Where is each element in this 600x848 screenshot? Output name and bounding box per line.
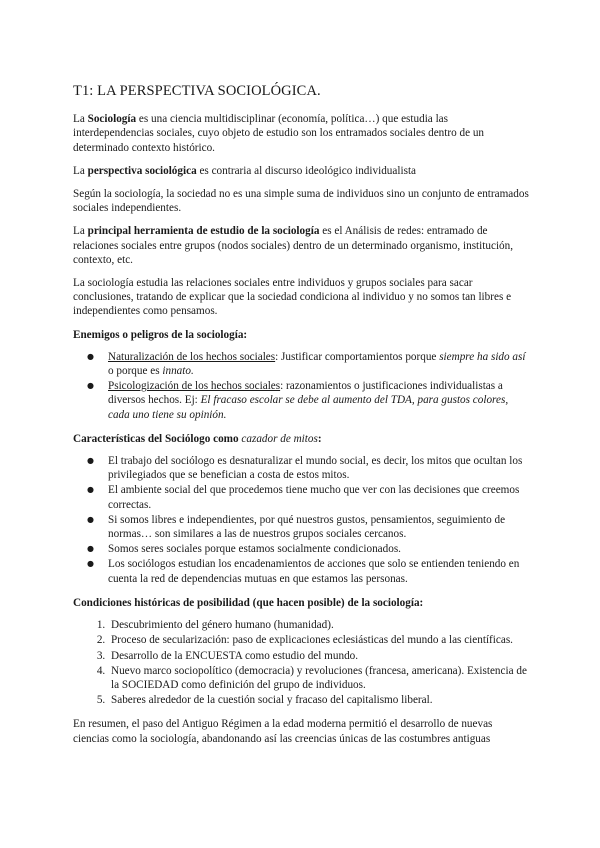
list-item: ● Los sociólogos estudian los encadenamientos de acciones que solo se entienden teniendo en cuenta la red de dependencias mutuas en que estamos las personas. — [108, 557, 529, 585]
list-caracteristicas — [73, 454, 529, 586]
bold-term: principal herramienta de estudio de la sociología — [87, 225, 320, 238]
italic-text: El fracaso escolar se debe al aumento del TDA, para gustos colores, cada uno tiene su opinión. — [108, 394, 509, 421]
bold-term: Sociología — [87, 113, 137, 126]
heading-enemigos: Enemigos o peligros de la sociología: — [73, 328, 248, 341]
underlined-term: Naturalización de los hechos sociales — [108, 350, 276, 363]
heading-caracteristicas — [73, 432, 529, 446]
list-item: 1. Descubrimiento del género humano (humanidad). — [108, 618, 529, 632]
list-condiciones — [73, 618, 529, 707]
italic-text: innato. — [162, 365, 194, 378]
list-item: 5. Saberes alrededor de la cuestión social y fracaso del capitalismo liberal. — [108, 693, 529, 707]
text: Características del Sociólogo como — [73, 432, 242, 445]
page-title: T1: LA PERSPECTIVA SOCIOLÓGICA. — [73, 83, 321, 99]
list-item: 3. Desarrollo de la ENCUESTA como estudio del mundo. — [108, 649, 529, 663]
list-item: 4. Nuevo marco sociopolítico (democracia) y revoluciones (francesa, americana). Existencia de la SOCIEDAD como definición del grupo de individuos. — [108, 664, 529, 692]
underlined-term: Psicologización de los hechos sociales — [108, 380, 281, 393]
text: : razonamientos o justificaciones individualistas a diversos hechos. Ej: — [108, 380, 503, 407]
document-content — [73, 84, 529, 755]
list-item — [108, 350, 529, 378]
heading-condiciones: Condiciones históricas de posibilidad (que hacen posible) de la sociología: — [73, 596, 424, 609]
list-item: ● El trabajo del sociólogo es desnaturalizar el mundo social, es decir, los mitos que ocultan los privilegiados que se benefician a costa de estos mitos. — [108, 454, 529, 482]
paragraph-relaciones: La sociología estudia las relaciones sociales entre individuos y grupos sociales para sacar conclusiones, tratando de explicar que la sociedad condiciona al individuo y no somos tan libres e independientes como pensamos. — [73, 277, 512, 318]
list-item: ● Somos seres sociales porque estamos socialmente condicionados. — [108, 542, 529, 556]
text: La — [73, 225, 88, 238]
text: es una ciencia multidisciplinar (economía, política…) que estudia las interdependencias sociales, cuyo objeto de estudio son los entramados sociales dentro de un determinado contexto histórico. — [73, 113, 485, 154]
paragraph-herramienta — [73, 224, 529, 267]
text: La — [73, 113, 88, 126]
list-item: ● El ambiente social del que procedemos tiene mucho que ver con las decisiones que creemos correctas. — [108, 483, 529, 511]
text: La — [73, 164, 88, 177]
paragraph-sociologia — [73, 112, 529, 155]
list-item: ● Si somos libres e independientes, por qué nuestros gustos, pensamientos, seguimiento de normas… son similares a las de nuestros grupos sociales cercanos. — [108, 513, 529, 541]
italic-text: cazador de mitos — [241, 432, 318, 445]
text: : — [317, 432, 322, 445]
text: es el Análisis de redes: entramado de relaciones sociales entre grupos (nodos sociales) dentro de un determinado organismo, institución, contexto, etc. — [73, 225, 514, 266]
list-enemigos — [73, 350, 529, 422]
text: o porque es — [108, 365, 163, 378]
italic-text: siempre ha sido así — [439, 350, 526, 363]
paragraph-sociedad: Según la sociología, la sociedad no es una simple suma de individuos sino un conjunto de entramados sociales independientes. — [73, 188, 529, 215]
paragraph-perspectiva — [73, 164, 529, 178]
list-item — [108, 379, 529, 422]
text: : Justificar comportamientos porque — [275, 350, 440, 363]
bold-term: perspectiva sociológica — [87, 164, 197, 177]
text: es contraria al discurso ideológico individualista — [196, 164, 417, 177]
list-item: 2. Proceso de secularización: paso de explicaciones eclesiásticas del mundo a las científicas. — [108, 633, 529, 647]
paragraph-resumen: En resumen, el paso del Antiguo Régimen a la edad moderna permitió el desarrollo de nuevas ciencias como la sociología, abandonando así las creencias únicas de las costumbres antiguas — [73, 718, 493, 745]
